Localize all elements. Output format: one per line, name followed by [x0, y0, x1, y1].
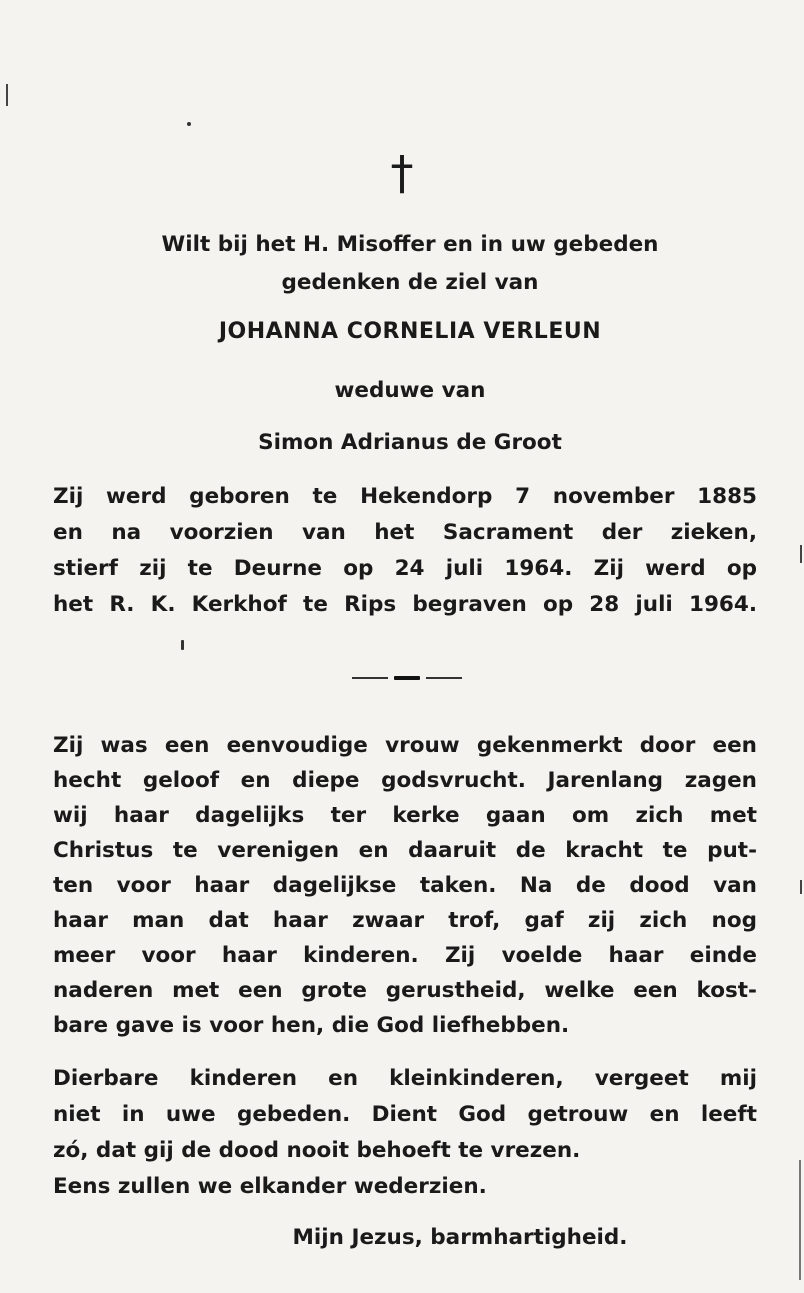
farewell-line-1: Dierbare kinderen en kleinkinderen, vergeet mij [53, 1066, 757, 1091]
cross-icon: † [390, 146, 414, 200]
biography-line-3: stierf zij te Deurne op 24 juli 1964. Zij werd op [53, 556, 757, 581]
tribute-line-7: meer voor haar kinderen. Zij voelde haar einde [53, 943, 757, 968]
tribute-line-2: hecht geloof en diepe godsvrucht. Jarenlang zagen [53, 768, 757, 793]
tribute-line-9: bare gave is voor hen, die God liefhebben. [53, 1013, 570, 1038]
scan-edge-mark [800, 545, 802, 563]
relation-text: weduwe van [334, 378, 486, 403]
scan-speck [187, 122, 191, 126]
scan-edge-mark [800, 880, 802, 894]
scan-speck [181, 640, 184, 650]
biography-line-1: Zij werd geboren te Hekendorp 7 november 1885 [53, 484, 757, 509]
tribute-line-4: Christus te verenigen en daaruit de kracht te put- [53, 838, 757, 863]
closing-prayer: Mijn Jezus, barmhartigheid. [292, 1225, 628, 1250]
section-divider [352, 676, 462, 679]
tribute-line-8: naderen met een grote gerustheid, welke een kost- [53, 978, 757, 1003]
tribute-line-1: Zij was een eenvoudige vrouw gekenmerkt door een [53, 733, 757, 758]
farewell-line-3: zó, dat gij de dood nooit behoeft te vrezen. [53, 1138, 581, 1163]
scan-edge-mark [6, 84, 8, 106]
farewell-line-2: niet in uwe gebeden. Dient God getrouw en leeft [53, 1102, 757, 1127]
intro-line-2: gedenken de ziel van [281, 270, 539, 295]
scan-edge-mark [799, 1160, 801, 1280]
spouse-name: Simon Adrianus de Groot [258, 430, 562, 455]
intro-line-1: Wilt bij het H. Misoffer en in uw gebeden [161, 232, 659, 257]
biography-line-4: het R. K. Kerkhof te Rips begraven op 28 juli 1964. [53, 592, 757, 617]
farewell-line-4: Eens zullen we elkander wederzien. [53, 1174, 487, 1199]
biography-line-2: en na voorzien van het Sacrament der zieken, [53, 520, 757, 545]
tribute-line-3: wij haar dagelijks ter kerke gaan om zich met [53, 803, 757, 828]
tribute-line-6: haar man dat haar zwaar trof, gaf zij zich nog [53, 908, 757, 933]
tribute-line-5: ten voor haar dagelijkse taken. Na de dood van [53, 873, 757, 898]
deceased-name: JOHANNA CORNELIA VERLEUN [218, 319, 602, 344]
